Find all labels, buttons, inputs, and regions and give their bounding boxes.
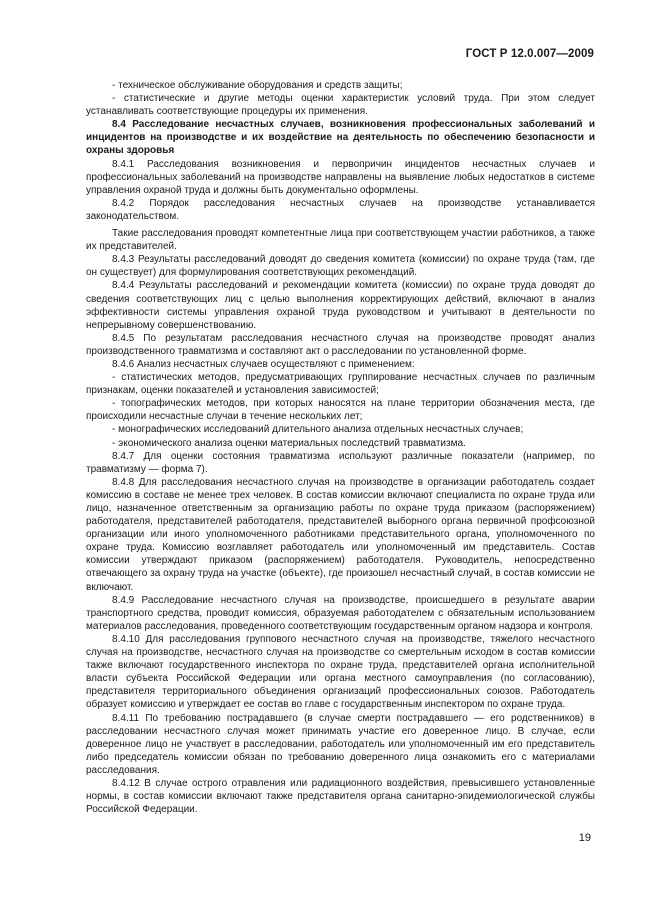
paragraph: 8.4.6 Анализ несчастных случаев осуществляют с применением:	[112, 358, 415, 370]
paragraph: - монографических исследований длительного анализа отдельных несчастных случаев;	[112, 424, 524, 436]
paragraph: - техническое обслуживание оборудования и средств защиты;	[112, 80, 403, 91]
paragraph: 8.4.8 Для расследования несчастного случая на производстве в организации работодатель создает комиссию в составе не менее трех человек. В состав комиссии включают специалиста по охране труда или лицо, назначенное ответственным за организацию работы по охране труда приказом (распоряжением) работодателя, представителей работодателя, представителей выборного органа первичной профсоюзной организации или иного уполномоченного работниками представительного органа, уполномоченного по охране труда. Комиссию возглавляет работодатель или уполномоченный им представитель. Состав комиссии утверждают приказом (распоряжением) работодателя. Руководитель, непосредственно отвечающего за охрану труда на участке (объекте), где произошел несчастный случай, в состав комиссии не включают.	[86, 476, 595, 593]
paragraph: 8.4.4 Результаты расследований и рекомендации комитета (комиссии) по охране труда доводят до сведения соответствующих лиц с целью выполнения корректирующих действий, включают в анализ эффективности системы управления охраной труда руководством и учитывают в деятельности по непрерывному совершенствованию.	[86, 280, 595, 331]
paragraph: 8.4.12 В случае острого отравления или радиационного воздействия, превысившего установленные нормы, в состав комиссии включают также представителя органа санитарно-эпидемиологической службы Российской Федерации.	[86, 777, 595, 816]
page-number: 19	[578, 832, 591, 844]
paragraph: - статистических методов, предусматривающих группирование несчастных случаев по различным признакам, оценки показателей и установления зависимостей;	[86, 372, 595, 397]
paragraph: 8.4.1 Расследования возникновения и первопричин инцидентов несчастных случаев и профессиональных заболеваний на производстве направлены на выявление любых недостатков в системе управления охраной труда и должны быть документально оформлены.	[86, 158, 595, 196]
paragraph: 8.4.5 По результатам расследования несчастного случая на производстве проводят анализ производственного травматизма и составляют акт о расследовании по установленной форме.	[86, 332, 595, 357]
paragraph: 8.4.7 Для оценки состояния травматизма используют различные показатели (например, по травматизму — форма 7).	[86, 450, 595, 475]
paragraph: 8.4 Расследование несчастных случаев, возникновения профессиональных заболеваний и инцидентов на производстве и их воздействие на деятельность по обеспечению безопасности и охраны здоровья	[86, 119, 595, 157]
paragraph: 8.4.10 Для расследования группового несчастного случая на производстве, тяжелого несчастного случая на производстве, несчастного случая на производстве со смертельным исходом в состав комиссии также включают государственного инспектора по охране труда, представителей органа исполнительной власти субъекта Российской Федерации или органа местного самоуправления (по согласованию), представителя территориального объединения организаций профессиональных союзов. Работодатель образует комиссию и утверждает ее состав во главе с государственным инспектором по охране труда.	[86, 633, 595, 711]
paragraph: 8.4.9 Расследование несчастного случая на производстве, происшедшего в результате аварии транспортного средства, проводит комиссия, образуемая работодателем с обязательным использованием материалов расследования, проведенного соответствующим государственным органом надзора и контроля.	[86, 594, 595, 632]
paragraph: - статистические и другие методы оценки характеристик условий труда. При этом следует устанавливать соответствующие процедуры их применения.	[86, 93, 595, 118]
paragraph: Такие расследования проводят компетентные лица при соответствующем участии работников, а также их представителей.	[86, 228, 595, 253]
paragraph: 8.4.3 Результаты расследований доводят до сведения комитета (комиссии) по охране труда (там, где он существует) для формулирования соответствующих рекомендаций.	[86, 254, 595, 279]
paragraph: - топографических методов, при которых наносятся на плане территории обозначения места, где происходили несчастные случаи в течение нескольких лет;	[86, 398, 595, 423]
standard-header: ГОСТ Р 12.0.007—2009	[465, 48, 594, 60]
paragraph: - экономического анализа оценки материальных последствий травматизма.	[112, 437, 466, 449]
paragraph: 8.4.2 Порядок расследования несчастных случаев на производстве устанавливается законодательством.	[86, 197, 595, 222]
paragraph: 8.4.11 По требованию пострадавшего (в случае смерти пострадавшего — его родственников) в расследовании несчастного случая может принимать участие его доверенное лицо. В случае, если доверенное лицо не участвует в расследовании, работодатель или уполномоченный им его представитель либо председатель комиссии обязан по требованию доверенного лица ознакомить его с материалами расследования.	[86, 712, 595, 776]
document-body	[86, 49, 595, 816]
